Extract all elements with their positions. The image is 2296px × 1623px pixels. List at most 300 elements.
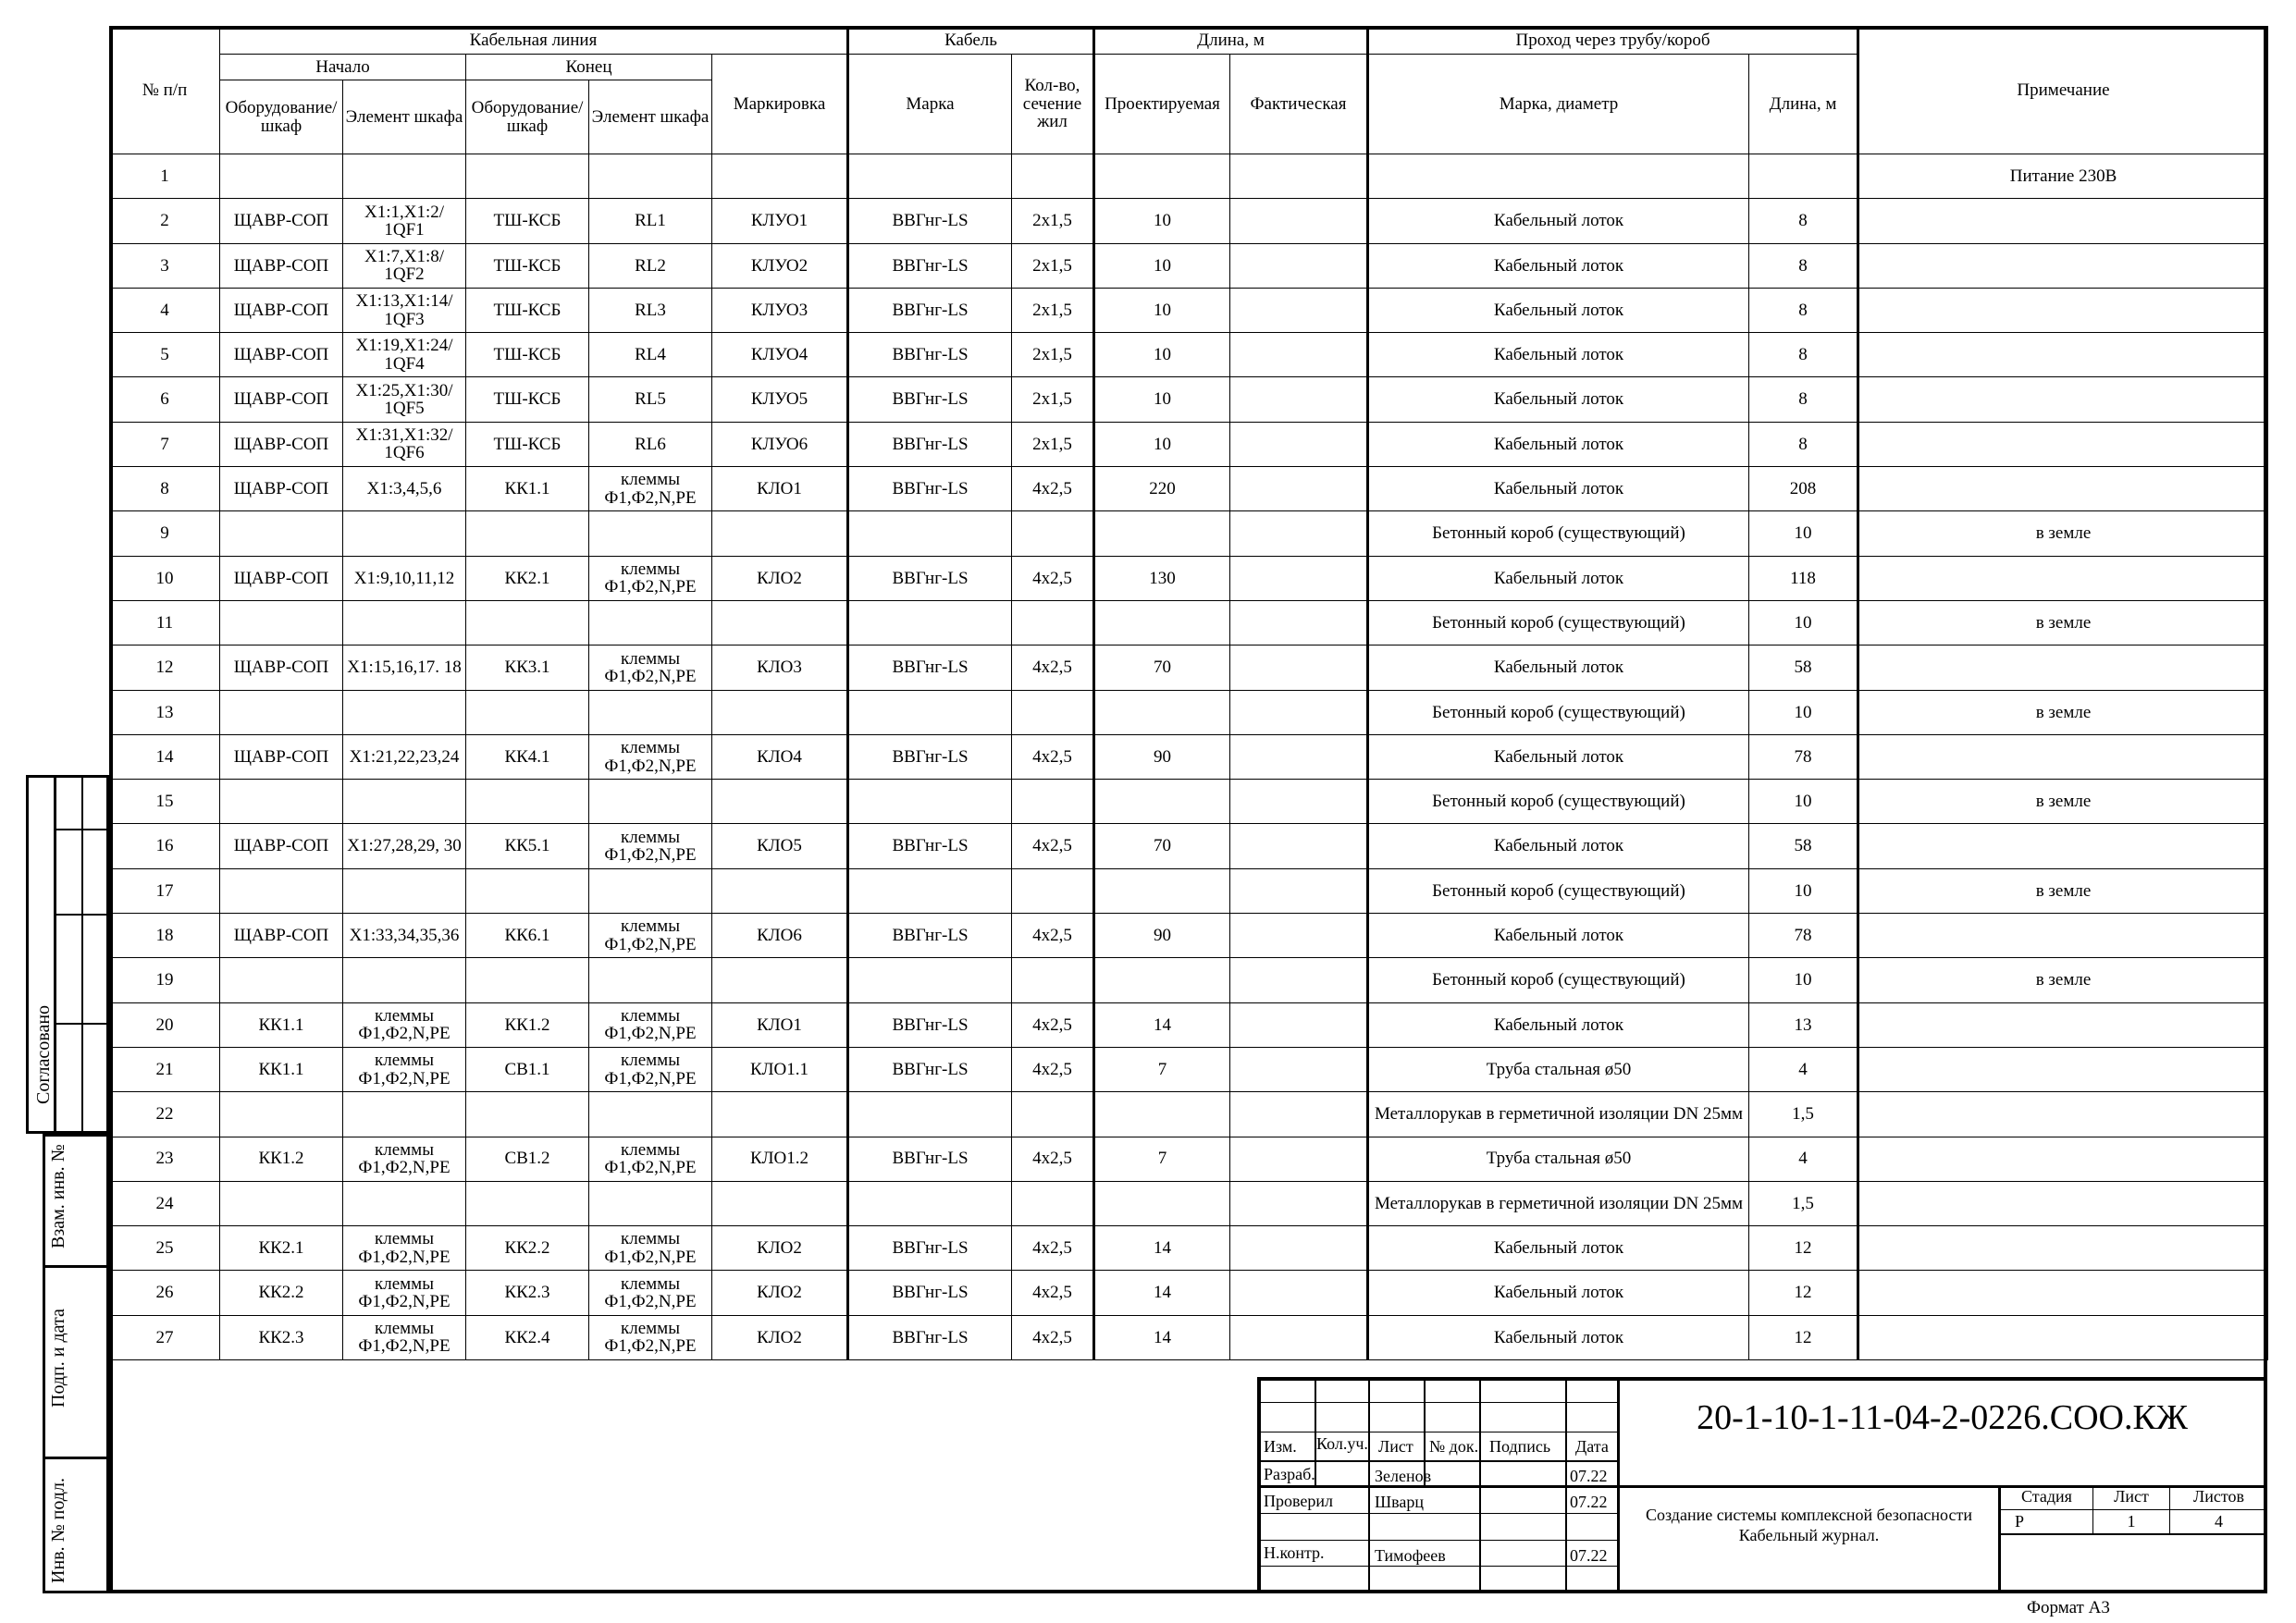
cell-note xyxy=(1858,1092,2268,1137)
table-row xyxy=(110,600,2268,645)
cell-end-equipment xyxy=(466,780,589,824)
cell-passage-length: 8 xyxy=(1749,333,1858,377)
cell-marking: КЛО2 xyxy=(712,1226,848,1271)
table-row xyxy=(110,690,2268,734)
cell-brand: ВВГнг-LS xyxy=(848,333,1012,377)
cell-end-equipment xyxy=(466,600,589,645)
cell-start-equipment xyxy=(220,511,343,556)
cell-end-element xyxy=(589,1181,712,1225)
side-inv-orig-label: Инв. № подл. xyxy=(48,1478,68,1583)
cell-start-element: X1:13,X1:14/ 1QF3 xyxy=(343,288,466,332)
cell-num: 15 xyxy=(110,780,220,824)
cell-start-element: X1:21,22,23,24 xyxy=(343,734,466,779)
cell-end-element: клеммы Ф1,Ф2,N,PE xyxy=(589,734,712,779)
stamp-col-sign: Подпись xyxy=(1489,1437,1551,1456)
cell-note xyxy=(1858,824,2268,868)
cell-start-equipment xyxy=(220,690,343,734)
cell-note: в земле xyxy=(1858,780,2268,824)
table-row xyxy=(110,1181,2268,1225)
cell-start-element: X1:25,X1:30/ 1QF5 xyxy=(343,377,466,422)
cell-end-element xyxy=(589,958,712,1002)
cell-brand xyxy=(848,958,1012,1002)
cell-num: 2 xyxy=(110,199,220,243)
side-divider xyxy=(54,1023,109,1025)
cell-cores: 4х2,5 xyxy=(1012,556,1094,600)
cell-passage-length: 12 xyxy=(1749,1315,1858,1359)
cell-actual-length xyxy=(1230,690,1368,734)
cell-designed-length: 90 xyxy=(1094,914,1230,958)
cell-passage-brand: Кабельный лоток xyxy=(1368,556,1749,600)
cell-end-element: клеммы Ф1,Ф2,N,PE xyxy=(589,467,712,511)
table-row xyxy=(110,1092,2268,1137)
cell-num: 17 xyxy=(110,868,220,913)
cell-marking xyxy=(712,1181,848,1225)
table-row xyxy=(110,914,2268,958)
cell-end-equipment: КК1.2 xyxy=(466,1002,589,1047)
cell-start-equipment xyxy=(220,780,343,824)
cell-marking: КЛУО1 xyxy=(712,199,848,243)
cell-start-equipment: КК2.3 xyxy=(220,1315,343,1359)
stamp-r1-name: Зеленов xyxy=(1375,1467,1432,1485)
cell-start-equipment: КК1.1 xyxy=(220,1002,343,1047)
cell-start-equipment: ЩАВР-СОП xyxy=(220,646,343,690)
cell-marking: КЛО3 xyxy=(712,646,848,690)
side-inv-replace-label: Взам. инв. № xyxy=(48,1144,68,1248)
cell-cores xyxy=(1012,154,1094,199)
cell-designed-length: 220 xyxy=(1094,467,1230,511)
header-cores: Кол-во, сечение жил xyxy=(1012,55,1094,154)
cell-marking: КЛО2 xyxy=(712,556,848,600)
cell-passage-length: 10 xyxy=(1749,780,1858,824)
cell-start-element xyxy=(343,511,466,556)
cell-cores xyxy=(1012,600,1094,645)
cell-designed-length xyxy=(1094,690,1230,734)
cell-actual-length xyxy=(1230,199,1368,243)
cell-brand: ВВГнг-LS xyxy=(848,734,1012,779)
cell-marking xyxy=(712,690,848,734)
cell-end-equipment xyxy=(466,154,589,199)
side-divider xyxy=(54,914,109,916)
cell-actual-length xyxy=(1230,333,1368,377)
cell-start-equipment xyxy=(220,958,343,1002)
cell-cores xyxy=(1012,780,1094,824)
cell-passage-length: 12 xyxy=(1749,1226,1858,1271)
cell-passage-length: 118 xyxy=(1749,556,1858,600)
cell-brand: ВВГнг-LS xyxy=(848,377,1012,422)
cell-actual-length xyxy=(1230,824,1368,868)
cell-cores: 2х1,5 xyxy=(1012,199,1094,243)
cell-start-element: X1:3,4,5,6 xyxy=(343,467,466,511)
cell-marking xyxy=(712,868,848,913)
cell-end-element xyxy=(589,780,712,824)
cell-end-equipment: КК2.2 xyxy=(466,1226,589,1271)
cell-designed-length: 10 xyxy=(1094,333,1230,377)
cell-num: 9 xyxy=(110,511,220,556)
stamp-title-line1: Создание системы комплексной безопасности xyxy=(1646,1506,1972,1524)
stamp-col-list: Лист xyxy=(1378,1437,1413,1456)
cell-passage-brand: Металлорукав в герметичной изоляции DN 25мм xyxy=(1368,1092,1749,1137)
header-cable-line: Кабельная линия xyxy=(220,27,848,55)
table-row xyxy=(110,1226,2268,1271)
cell-start-element xyxy=(343,958,466,1002)
cell-start-element xyxy=(343,154,466,199)
cell-start-equipment: КК2.1 xyxy=(220,1226,343,1271)
cell-brand xyxy=(848,690,1012,734)
cell-marking: КЛО4 xyxy=(712,734,848,779)
cell-start-equipment xyxy=(220,1092,343,1137)
stamp-sheets-label: Листов xyxy=(2193,1487,2244,1506)
table-row xyxy=(110,1002,2268,1047)
cell-note xyxy=(1858,377,2268,422)
cell-num: 20 xyxy=(110,1002,220,1047)
cell-actual-length xyxy=(1230,1092,1368,1137)
table-row xyxy=(110,243,2268,288)
cell-designed-length xyxy=(1094,780,1230,824)
cell-marking: КЛУО6 xyxy=(712,422,848,466)
cell-num: 10 xyxy=(110,556,220,600)
cell-num: 16 xyxy=(110,824,220,868)
stamp-r2-name: Шварц xyxy=(1375,1493,1425,1511)
cell-brand xyxy=(848,154,1012,199)
cell-end-element xyxy=(589,600,712,645)
cell-designed-length xyxy=(1094,511,1230,556)
cell-start-element: клеммы Ф1,Ф2,N,PE xyxy=(343,1271,466,1315)
stamp-r1-role: Разраб. xyxy=(1264,1465,1315,1483)
header-start-element: Элемент шкафа xyxy=(343,80,466,154)
cell-end-element xyxy=(589,154,712,199)
cell-num: 12 xyxy=(110,646,220,690)
cell-end-equipment: КК5.1 xyxy=(466,824,589,868)
header-brand-diam: Марка, диаметр xyxy=(1368,55,1749,154)
cell-start-element xyxy=(343,868,466,913)
cell-actual-length xyxy=(1230,868,1368,913)
table-row xyxy=(110,824,2268,868)
cell-passage-length: 1,5 xyxy=(1749,1181,1858,1225)
cell-end-element xyxy=(589,868,712,913)
cell-num: 21 xyxy=(110,1047,220,1091)
cell-brand xyxy=(848,868,1012,913)
cell-passage-length: 10 xyxy=(1749,600,1858,645)
side-divider xyxy=(54,829,109,830)
cell-num: 5 xyxy=(110,333,220,377)
cell-marking xyxy=(712,1092,848,1137)
cell-end-equipment: КК3.1 xyxy=(466,646,589,690)
cell-actual-length xyxy=(1230,154,1368,199)
cell-note xyxy=(1858,1047,2268,1091)
cell-end-equipment: КК1.1 xyxy=(466,467,589,511)
header-length: Длина, м xyxy=(1094,27,1368,55)
cell-designed-length: 90 xyxy=(1094,734,1230,779)
cable-journal-table xyxy=(109,26,2268,1360)
cell-note: в земле xyxy=(1858,958,2268,1002)
cell-actual-length xyxy=(1230,646,1368,690)
cell-note xyxy=(1858,243,2268,288)
cell-num: 26 xyxy=(110,1271,220,1315)
cell-passage-length: 208 xyxy=(1749,467,1858,511)
cell-marking: КЛО2 xyxy=(712,1315,848,1359)
cell-note xyxy=(1858,333,2268,377)
cell-note xyxy=(1858,1181,2268,1225)
cell-passage-brand: Кабельный лоток xyxy=(1368,824,1749,868)
table-row xyxy=(110,467,2268,511)
header-designed: Проектируемая xyxy=(1094,55,1230,154)
cell-passage-brand: Труба стальная ø50 xyxy=(1368,1047,1749,1091)
cell-cores xyxy=(1012,511,1094,556)
stamp-sheets: 4 xyxy=(2215,1512,2223,1531)
cell-passage-length: 10 xyxy=(1749,511,1858,556)
stamp-r2-date: 07.22 xyxy=(1570,1493,1608,1511)
cell-actual-length xyxy=(1230,958,1368,1002)
cell-passage-brand: Кабельный лоток xyxy=(1368,333,1749,377)
cell-start-equipment: ЩАВР-СОП xyxy=(220,199,343,243)
cell-marking xyxy=(712,154,848,199)
cell-actual-length xyxy=(1230,600,1368,645)
cell-note: в земле xyxy=(1858,511,2268,556)
cell-marking: КЛО1.2 xyxy=(712,1137,848,1181)
cell-passage-length: 4 xyxy=(1749,1047,1858,1091)
cell-note: в земле xyxy=(1858,600,2268,645)
cell-marking xyxy=(712,600,848,645)
cell-end-equipment: КК2.4 xyxy=(466,1315,589,1359)
cell-designed-length: 14 xyxy=(1094,1315,1230,1359)
cell-designed-length: 7 xyxy=(1094,1047,1230,1091)
cell-passage-brand: Бетонный короб (существующий) xyxy=(1368,780,1749,824)
cell-passage-length: 58 xyxy=(1749,824,1858,868)
cell-brand xyxy=(848,511,1012,556)
cell-passage-length: 8 xyxy=(1749,243,1858,288)
cell-passage-brand: Кабельный лоток xyxy=(1368,1315,1749,1359)
cell-passage-brand xyxy=(1368,154,1749,199)
cell-designed-length: 14 xyxy=(1094,1271,1230,1315)
cell-designed-length xyxy=(1094,1092,1230,1137)
header-note: Примечание xyxy=(1858,27,2268,154)
cell-passage-brand: Бетонный короб (существующий) xyxy=(1368,600,1749,645)
cell-cores: 4х2,5 xyxy=(1012,467,1094,511)
cell-end-element xyxy=(589,1092,712,1137)
cell-actual-length xyxy=(1230,467,1368,511)
cell-start-element: X1:33,34,35,36 xyxy=(343,914,466,958)
cell-end-element: клеммы Ф1,Ф2,N,PE xyxy=(589,824,712,868)
cell-cores: 4х2,5 xyxy=(1012,734,1094,779)
cell-end-equipment: КК2.1 xyxy=(466,556,589,600)
cell-end-equipment xyxy=(466,1181,589,1225)
cell-num: 27 xyxy=(110,1315,220,1359)
cell-num: 13 xyxy=(110,690,220,734)
cell-designed-length xyxy=(1094,958,1230,1002)
cell-start-equipment: КК1.1 xyxy=(220,1047,343,1091)
cell-passage-brand: Кабельный лоток xyxy=(1368,288,1749,332)
cell-marking xyxy=(712,958,848,1002)
table-row xyxy=(110,958,2268,1002)
cell-note xyxy=(1858,199,2268,243)
cell-end-equipment xyxy=(466,690,589,734)
header-pass-length: Длина, м xyxy=(1749,55,1858,154)
cell-brand: ВВГнг-LS xyxy=(848,824,1012,868)
cell-brand: ВВГнг-LS xyxy=(848,243,1012,288)
table-row xyxy=(110,511,2268,556)
cell-end-element: RL4 xyxy=(589,333,712,377)
cell-passage-length: 10 xyxy=(1749,690,1858,734)
header-start-equipment: Оборудование/шкаф xyxy=(220,80,343,154)
table-row xyxy=(110,154,2268,199)
cell-designed-length xyxy=(1094,1181,1230,1225)
stamp-col-date: Дата xyxy=(1575,1437,1609,1456)
stamp-sheet: 1 xyxy=(2127,1512,2136,1531)
stamp-stage: Р xyxy=(2014,1512,2024,1531)
cell-passage-length: 13 xyxy=(1749,1002,1858,1047)
cell-passage-brand: Бетонный короб (существующий) xyxy=(1368,690,1749,734)
cell-end-element: клеммы Ф1,Ф2,N,PE xyxy=(589,1315,712,1359)
cell-end-equipment: КК2.3 xyxy=(466,1271,589,1315)
cell-start-element: X1:1,X1:2/ 1QF1 xyxy=(343,199,466,243)
cell-cores xyxy=(1012,1092,1094,1137)
table-row xyxy=(110,422,2268,466)
cell-start-element xyxy=(343,1181,466,1225)
stamp-col-doc: № док. xyxy=(1429,1437,1479,1456)
cell-marking: КЛУО2 xyxy=(712,243,848,288)
cell-designed-length: 70 xyxy=(1094,646,1230,690)
cell-start-equipment: ЩАВР-СОП xyxy=(220,556,343,600)
cell-passage-length: 10 xyxy=(1749,958,1858,1002)
cell-start-equipment: ЩАВР-СОП xyxy=(220,288,343,332)
cell-start-equipment: ЩАВР-СОП xyxy=(220,734,343,779)
cell-end-element: RL6 xyxy=(589,422,712,466)
cell-brand: ВВГнг-LS xyxy=(848,914,1012,958)
cell-passage-length xyxy=(1749,154,1858,199)
cell-designed-length: 10 xyxy=(1094,422,1230,466)
stamp-stage-label: Стадия xyxy=(2021,1487,2072,1506)
cell-start-element: X1:7,X1:8/ 1QF2 xyxy=(343,243,466,288)
cell-designed-length: 10 xyxy=(1094,377,1230,422)
cell-brand xyxy=(848,1092,1012,1137)
table-row xyxy=(110,1315,2268,1359)
cell-end-element xyxy=(589,511,712,556)
cell-passage-length: 8 xyxy=(1749,288,1858,332)
cell-start-element: клеммы Ф1,Ф2,N,PE xyxy=(343,1137,466,1181)
cell-start-element: клеммы Ф1,Ф2,N,PE xyxy=(343,1047,466,1091)
cell-start-equipment: ЩАВР-СОП xyxy=(220,243,343,288)
cell-num: 18 xyxy=(110,914,220,958)
cell-start-equipment: ЩАВР-СОП xyxy=(220,824,343,868)
cell-start-equipment: КК1.2 xyxy=(220,1137,343,1181)
cell-num: 6 xyxy=(110,377,220,422)
stamp-sheet-label: Лист xyxy=(2114,1487,2149,1506)
cell-designed-length: 14 xyxy=(1094,1226,1230,1271)
table-row xyxy=(110,868,2268,913)
cell-marking: КЛО6 xyxy=(712,914,848,958)
cell-num: 7 xyxy=(110,422,220,466)
cell-actual-length xyxy=(1230,1002,1368,1047)
cell-passage-length: 8 xyxy=(1749,377,1858,422)
table-row xyxy=(110,1047,2268,1091)
stamp-r1-date: 07.22 xyxy=(1570,1467,1608,1485)
cell-end-element: клеммы Ф1,Ф2,N,PE xyxy=(589,1226,712,1271)
cell-start-element xyxy=(343,1092,466,1137)
cell-start-equipment xyxy=(220,600,343,645)
cell-end-equipment: ТШ-КСБ xyxy=(466,243,589,288)
cell-cores: 4х2,5 xyxy=(1012,1002,1094,1047)
cell-passage-brand: Кабельный лоток xyxy=(1368,377,1749,422)
cell-passage-brand: Бетонный короб (существующий) xyxy=(1368,958,1749,1002)
cell-num: 11 xyxy=(110,600,220,645)
cell-end-element: клеммы Ф1,Ф2,N,PE xyxy=(589,1271,712,1315)
cell-num: 23 xyxy=(110,1137,220,1181)
stamp-r3-role: Н.контр. xyxy=(1264,1543,1325,1562)
table-row xyxy=(110,377,2268,422)
cell-actual-length xyxy=(1230,1137,1368,1181)
cell-end-equipment: СВ1.1 xyxy=(466,1047,589,1091)
cell-end-equipment: КК6.1 xyxy=(466,914,589,958)
cell-end-element: клеммы Ф1,Ф2,N,PE xyxy=(589,914,712,958)
cell-marking: КЛО1.1 xyxy=(712,1047,848,1091)
cell-start-element: клеммы Ф1,Ф2,N,PE xyxy=(343,1315,466,1359)
cell-note xyxy=(1858,422,2268,466)
cell-start-equipment: ЩАВР-СОП xyxy=(220,467,343,511)
cell-start-element: X1:15,16,17. 18 xyxy=(343,646,466,690)
header-passage: Проход через трубу/короб xyxy=(1368,27,1858,55)
cell-end-equipment: ТШ-КСБ xyxy=(466,422,589,466)
cell-end-element: клеммы Ф1,Ф2,N,PE xyxy=(589,1137,712,1181)
cell-passage-brand: Металлорукав в герметичной изоляции DN 25мм xyxy=(1368,1181,1749,1225)
cell-note: в земле xyxy=(1858,690,2268,734)
cell-brand: ВВГнг-LS xyxy=(848,646,1012,690)
cell-cores: 2х1,5 xyxy=(1012,243,1094,288)
table-row xyxy=(110,199,2268,243)
cell-cores xyxy=(1012,868,1094,913)
cell-passage-length: 12 xyxy=(1749,1271,1858,1315)
cell-actual-length xyxy=(1230,734,1368,779)
cell-designed-length: 10 xyxy=(1094,288,1230,332)
cell-designed-length: 7 xyxy=(1094,1137,1230,1181)
cell-designed-length xyxy=(1094,600,1230,645)
cell-end-equipment xyxy=(466,1092,589,1137)
cell-cores: 4х2,5 xyxy=(1012,1047,1094,1091)
cell-brand xyxy=(848,600,1012,645)
cell-start-equipment xyxy=(220,154,343,199)
journal-rows xyxy=(110,154,2268,1360)
cell-passage-length: 78 xyxy=(1749,914,1858,958)
header-end-element: Элемент шкафа xyxy=(589,80,712,154)
stamp-r3-date: 07.22 xyxy=(1570,1546,1608,1565)
header-cable: Кабель xyxy=(848,27,1094,55)
cell-start-element xyxy=(343,600,466,645)
stamp-r2-role: Проверил xyxy=(1264,1492,1333,1510)
cell-passage-length: 58 xyxy=(1749,646,1858,690)
cell-passage-length: 8 xyxy=(1749,199,1858,243)
cell-actual-length xyxy=(1230,1181,1368,1225)
cell-cores: 4х2,5 xyxy=(1012,1226,1094,1271)
cell-brand: ВВГнг-LS xyxy=(848,556,1012,600)
table-row xyxy=(110,646,2268,690)
cell-cores: 4х2,5 xyxy=(1012,914,1094,958)
cell-brand: ВВГнг-LS xyxy=(848,1315,1012,1359)
cell-brand: ВВГнг-LS xyxy=(848,1137,1012,1181)
cell-num: 3 xyxy=(110,243,220,288)
cell-brand xyxy=(848,780,1012,824)
cell-end-equipment: ТШ-КСБ xyxy=(466,377,589,422)
header-end: Конец xyxy=(466,55,712,80)
cell-designed-length xyxy=(1094,154,1230,199)
cell-end-element: клеммы Ф1,Ф2,N,PE xyxy=(589,1002,712,1047)
cell-designed-length: 10 xyxy=(1094,199,1230,243)
cell-num: 22 xyxy=(110,1092,220,1137)
cell-actual-length xyxy=(1230,422,1368,466)
cell-num: 19 xyxy=(110,958,220,1002)
title-block xyxy=(1257,1377,2267,1593)
cell-passage-brand: Кабельный лоток xyxy=(1368,243,1749,288)
cell-start-equipment: ЩАВР-СОП xyxy=(220,377,343,422)
cell-brand: ВВГнг-LS xyxy=(848,422,1012,466)
